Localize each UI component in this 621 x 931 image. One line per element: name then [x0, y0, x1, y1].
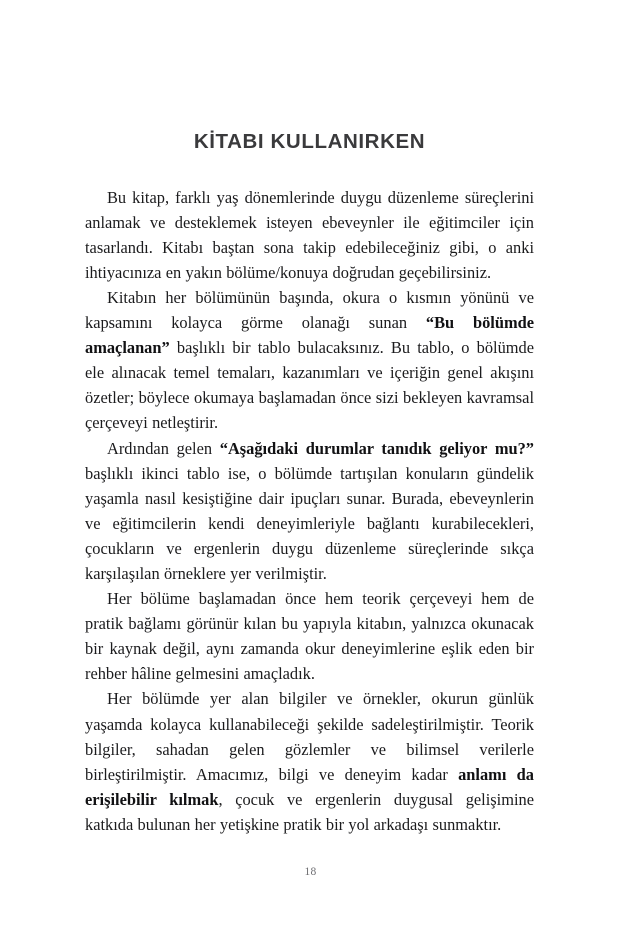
emphasis-text: anlamı da erişilebilir kılmak — [85, 764, 534, 809]
paragraph — [85, 686, 534, 837]
page-title: KİTABI KULLANIRKEN — [193, 130, 426, 153]
paragraph — [85, 586, 534, 686]
emphasis-text: “Bu bölümde amaçlanan” — [85, 313, 534, 358]
body-text — [85, 185, 534, 837]
emphasis-text: “Aşağıdaki durumlar tanıdık geliyor mu?” — [219, 438, 534, 458]
text-run: Her bölümde yer alan bilgiler ve örnekler, okurun günlük yaşamda kolayca kullanabileceği şekilde sadeleştirilmiştir. Teorik bilgiler, sahadan gelen gözlemler ve bilimsel verilerle birleştirilmiştir. Amacımız, bilgi ve deneyim kadar — [85, 689, 534, 784]
text-run: Ardından gelen — [107, 438, 220, 458]
paragraph — [85, 185, 534, 285]
text-run: Her bölüme başlamadan önce hem teorik çerçeveyi hem de pratik bağlamı görünür kılan bu yapıyla kitabın, yalnızca okunacak bir kaynak değil, aynı zamanda okur deneyimlerine eşlik eden bir rehber hâline gelmesini amaçladık. — [85, 589, 534, 684]
page-number: 18 — [304, 866, 317, 878]
paragraph — [85, 285, 534, 436]
paragraph — [85, 436, 534, 587]
text-run: başlıklı ikinci tablo ise, o bölümde tartışılan konuların gündelik yaşamla nasıl kesiştiğine dair ipuçları sunar. Burada, ebeveynlerin ve eğitimcilerin kendi deneyimleriyle bağlantı kurabilecekleri, çocukların ve ergenlerin duygu düzenleme süreçlerinde sıkça karşılaşılan örneklere yer verilmiştir. — [85, 463, 534, 583]
text-run: Kitabın her bölümünün başında, okura o kısmın yönünü ve kapsamını kolayca görme olanağı sunan — [85, 287, 534, 333]
text-run: , çocuk ve ergenlerin duygusal gelişimine katkıda bulunan her yetişkine pratik bir yol arkadaşı sunmaktır. — [85, 789, 534, 834]
text-run: Bu kitap, farklı yaş dönemlerinde duygu düzenleme süreçlerini anlamak ve desteklemek isteyen ebeveynler ile eğitimciler için tasarlandı. Kitabı baştan sona takip edebileceğiniz gibi, o anki ihtiyacınıza en yakın bölüme/konuya doğrudan geçebilirsiniz. — [85, 187, 534, 282]
text-run: başlıklı bir tablo bulacaksınız. Bu tablo, o bölümde ele alınacak temel temaları, kazanımları ve içeriğin genel akışını özetler; böylece okumaya başlamadan önce sizi bekleyen kavramsal çerçeveyi netleştirir. — [85, 338, 534, 433]
page-content — [85, 130, 534, 837]
